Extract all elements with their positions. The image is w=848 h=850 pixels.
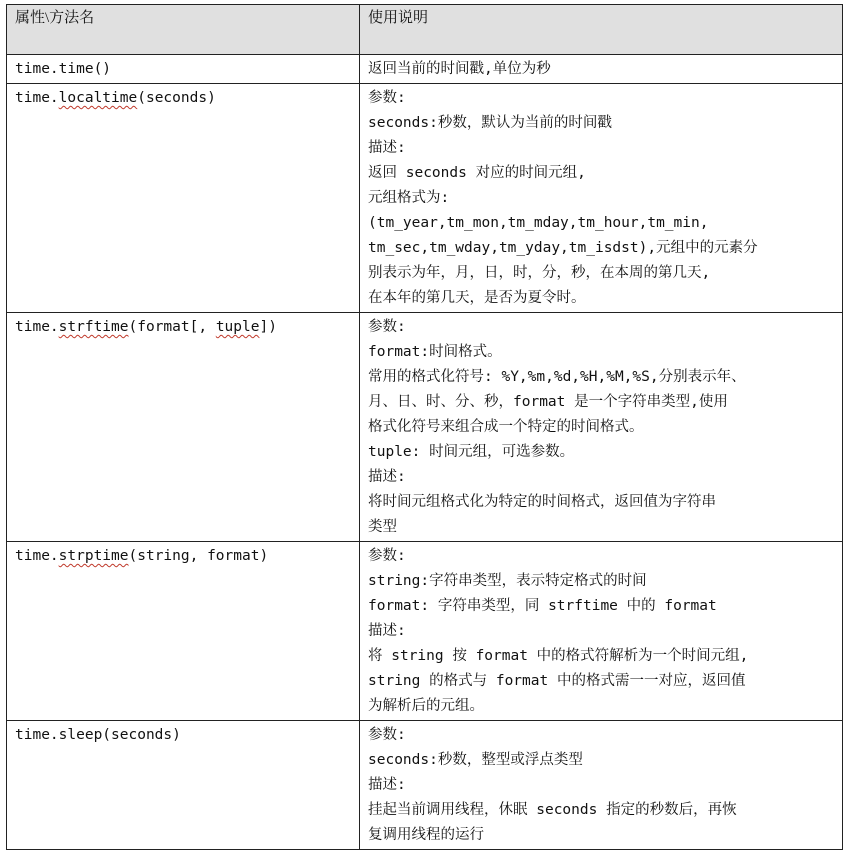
desc-line: 返回 seconds 对应的时间元组, bbox=[368, 165, 586, 181]
method-signature: time.time() bbox=[15, 61, 112, 77]
method-name: strftime bbox=[58, 319, 129, 335]
desc-line: string:字符串类型，表示特定格式的时间 bbox=[368, 573, 647, 589]
table-row bbox=[7, 84, 843, 313]
table-row bbox=[7, 55, 843, 84]
method-prefix: time. bbox=[15, 548, 59, 564]
desc-cell bbox=[360, 84, 843, 313]
desc-line: 描述: bbox=[368, 469, 406, 485]
desc-line: 常用的格式化符号: %Y,%m,%d,%H,%M,%S,分别表示年、 bbox=[368, 369, 746, 385]
desc-line: 格式化符号来组合成一个特定的时间格式。 bbox=[368, 419, 644, 435]
desc-line: 为解析后的元组。 bbox=[368, 698, 484, 714]
desc-line: 挂起当前调用线程，休眠 seconds 指定的秒数后，再恢 bbox=[368, 802, 737, 818]
method-cell bbox=[7, 313, 360, 542]
desc-line: seconds:秒数，默认为当前的时间戳 bbox=[368, 115, 612, 131]
method-suffix: (seconds) bbox=[137, 90, 216, 106]
method-prefix: time. bbox=[15, 90, 59, 106]
method-arg: tuple bbox=[215, 319, 260, 335]
desc-cell bbox=[360, 313, 843, 542]
desc-line: tuple: 时间元组，可选参数。 bbox=[368, 444, 575, 460]
method-suffix: ]) bbox=[259, 319, 277, 335]
method-signature: time.sleep(seconds) bbox=[15, 727, 181, 743]
method-cell bbox=[7, 84, 360, 313]
method-cell bbox=[7, 721, 360, 850]
desc-line: 参数: bbox=[368, 90, 406, 106]
desc-line: 返回当前的时间戳,单位为秒 bbox=[368, 61, 551, 77]
desc-line: 类型 bbox=[368, 519, 397, 535]
table-row bbox=[7, 542, 843, 721]
desc-line: 月、日、时、分、秒，format 是一个字符串类型,使用 bbox=[368, 394, 728, 410]
desc-line: tm_sec,tm_wday,tm_yday,tm_isdst),元组中的元素分 bbox=[368, 240, 758, 256]
table-row bbox=[7, 721, 843, 850]
desc-cell bbox=[360, 721, 843, 850]
desc-cell bbox=[360, 542, 843, 721]
method-mid: (format[, bbox=[128, 319, 216, 335]
desc-line: (tm_year,tm_mon,tm_mday,tm_hour,tm_min, bbox=[368, 215, 709, 231]
desc-line: 复调用线程的运行 bbox=[368, 827, 484, 843]
desc-line: 描述: bbox=[368, 777, 406, 793]
desc-line: 将 string 按 format 中的格式符解析为一个时间元组, bbox=[368, 648, 749, 664]
desc-line: string 的格式与 format 中的格式需一一对应，返回值 bbox=[368, 673, 746, 689]
method-name: localtime bbox=[58, 90, 138, 106]
desc-line: 将时间元组格式化为特定的时间格式，返回值为字符串 bbox=[368, 494, 716, 510]
desc-line: 参数: bbox=[368, 727, 406, 743]
header-usage: 使用说明 bbox=[360, 5, 843, 55]
method-cell bbox=[7, 55, 360, 84]
desc-line: 描述: bbox=[368, 140, 406, 156]
api-table bbox=[6, 4, 843, 850]
desc-cell bbox=[360, 55, 843, 84]
desc-line: 别表示为年，月，日，时，分，秒，在本周的第几天, bbox=[368, 265, 711, 281]
method-cell bbox=[7, 542, 360, 721]
desc-line: 参数: bbox=[368, 548, 406, 564]
method-suffix: (string, format) bbox=[128, 548, 269, 564]
header-row bbox=[7, 5, 843, 55]
desc-line: 描述: bbox=[368, 623, 406, 639]
desc-line: seconds:秒数，整型或浮点类型 bbox=[368, 752, 583, 768]
method-prefix: time. bbox=[15, 319, 59, 335]
method-name: strptime bbox=[58, 548, 129, 564]
desc-line: 在本年的第几天，是否为夏令时。 bbox=[368, 290, 586, 306]
table-row bbox=[7, 313, 843, 542]
desc-line: 元组格式为: bbox=[368, 190, 450, 206]
header-method-name: 属性\方法名 bbox=[7, 5, 360, 55]
desc-line: format:时间格式。 bbox=[368, 344, 502, 360]
desc-line: format: 字符串类型，同 strftime 中的 format bbox=[368, 598, 717, 614]
desc-line: 参数: bbox=[368, 319, 406, 335]
